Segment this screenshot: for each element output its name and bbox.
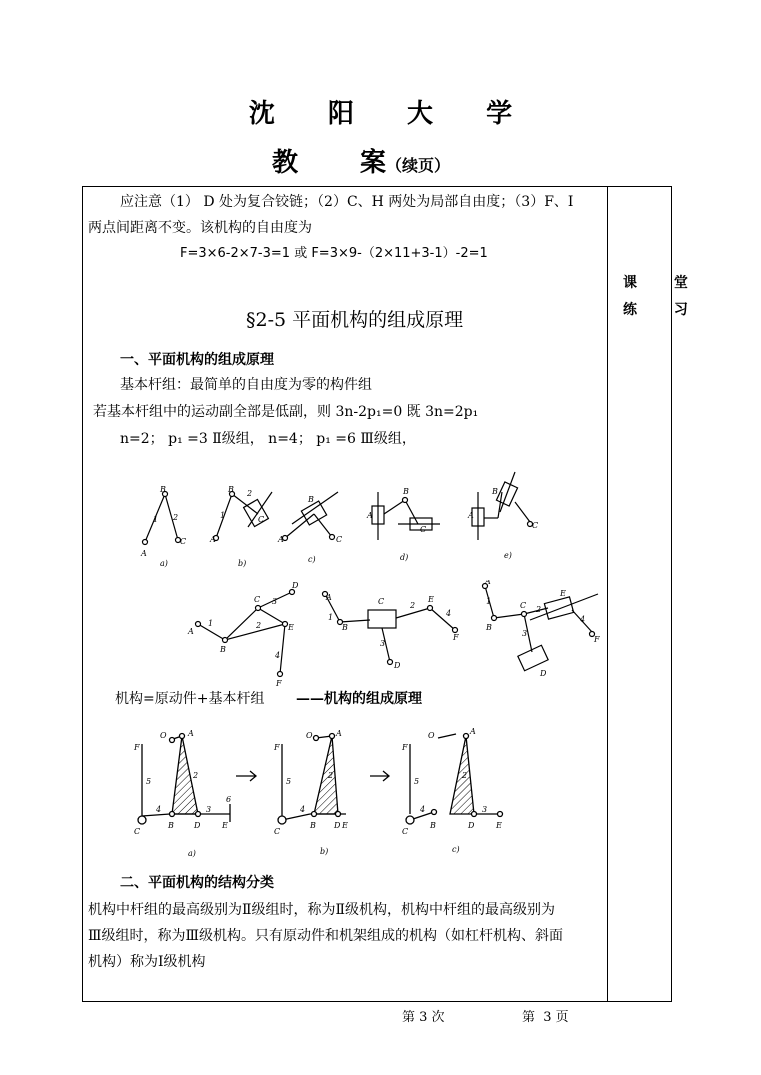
svg-text:E: E: [288, 623, 294, 632]
svg-text:1: 1: [220, 511, 226, 520]
svg-text:B: B: [308, 495, 314, 504]
figure-caption: a): [188, 849, 196, 858]
svg-text:2: 2: [536, 605, 542, 614]
class-iii-groups-figure: [180, 580, 600, 690]
svg-text:E: E: [342, 821, 348, 830]
heading-1: 一、平面机构的组成原理: [120, 352, 274, 368]
mechanism-decomposition-figure: [120, 716, 520, 866]
svg-text:A: A: [188, 627, 194, 636]
svg-text:B: B: [486, 623, 492, 632]
svg-text:B: B: [430, 821, 436, 830]
sidebar-label-1: 课 堂: [623, 275, 704, 291]
svg-text:4: 4: [420, 805, 426, 814]
svg-text:2: 2: [193, 771, 199, 780]
svg-text:A: A: [326, 593, 332, 602]
svg-text:A: A: [210, 535, 216, 544]
svg-text:C: C: [274, 827, 281, 836]
paragraph-low-pair: 若基本杆组中的运动副全部是低副，则 3n-2p₁=0 既 3n=2p₁: [93, 404, 479, 420]
svg-text:D: D: [292, 581, 299, 590]
svg-text:3: 3: [482, 805, 488, 814]
svg-text:C: C: [134, 827, 141, 836]
svg-text:C: C: [336, 535, 343, 544]
lesson-number: 第 3 次: [402, 1010, 445, 1025]
svg-text:A: A: [336, 729, 342, 738]
svg-text:F: F: [134, 743, 140, 752]
svg-text:4: 4: [580, 615, 586, 624]
dof-formula: F=3×6-2×7-3=1 或 F=3×9-（2×11+3-1）-2=1: [180, 246, 488, 261]
svg-text:C: C: [420, 525, 427, 534]
svg-text:D: D: [194, 821, 201, 830]
figure-caption: b): [320, 847, 329, 856]
svg-text:D: D: [334, 821, 341, 830]
sidebar-label-2: 练 习: [623, 302, 704, 318]
heading-2: 二、平面机构的结构分类: [120, 875, 274, 891]
page-number: 第 3 页: [522, 1010, 569, 1025]
paragraph-classification-line2: Ⅲ级组时，称为Ⅲ级机构。只有原动件和机架组成的机构（如杠杆机构、斜面: [88, 928, 563, 944]
svg-text:B: B: [342, 623, 348, 632]
svg-text:3: 3: [272, 597, 278, 606]
svg-text:B: B: [228, 485, 234, 494]
svg-text:B: B: [403, 487, 409, 496]
figure-caption: e): [504, 551, 512, 560]
svg-text:3: 3: [206, 805, 212, 814]
svg-text:2: 2: [410, 601, 416, 610]
figure-caption: b): [238, 559, 247, 568]
subtitle-char-a: 教: [272, 148, 299, 178]
svg-text:C: C: [378, 597, 385, 606]
svg-text:6: 6: [226, 795, 232, 804]
svg-text:5: 5: [146, 777, 152, 786]
svg-text:1: 1: [486, 597, 492, 606]
title-char: 学: [486, 99, 513, 129]
svg-text:C: C: [520, 601, 527, 610]
column-divider: [607, 186, 608, 1002]
svg-text:2: 2: [247, 489, 253, 498]
composition-principle-label: ——机构的组成原理: [296, 691, 422, 707]
svg-text:B: B: [310, 821, 316, 830]
svg-text:C: C: [258, 515, 265, 524]
svg-text:5: 5: [414, 777, 420, 786]
figure-caption: c): [308, 555, 316, 564]
svg-text:2: 2: [328, 771, 334, 780]
svg-text:A: A: [278, 535, 284, 544]
svg-text:F: F: [594, 635, 600, 644]
document-subtitle: [272, 142, 450, 179]
svg-text:F: F: [453, 633, 459, 642]
svg-text:B: B: [220, 645, 226, 654]
title-char: 大: [407, 99, 434, 129]
class-ii-groups-figure: [120, 462, 545, 570]
paragraph-classification-line1: 机构中杆组的最高级别为Ⅱ级组时，称为Ⅱ级机构，机构中杆组的最高级别为: [88, 902, 556, 918]
svg-text:F: F: [402, 743, 408, 752]
svg-text:C: C: [180, 537, 187, 546]
svg-text:A: A: [468, 511, 474, 520]
svg-text:O: O: [428, 731, 435, 740]
paragraph-note-line2: 两点间距离不变。该机构的自由度为: [88, 220, 312, 236]
svg-text:A: A: [485, 580, 491, 586]
svg-text:F: F: [276, 679, 282, 688]
svg-text:E: E: [222, 821, 228, 830]
svg-text:3: 3: [380, 639, 386, 648]
composition-formula: 机构=原动件+基本杆组: [115, 691, 265, 707]
svg-text:B: B: [168, 821, 174, 830]
svg-text:2: 2: [173, 513, 179, 522]
svg-text:1: 1: [153, 515, 159, 524]
svg-text:4: 4: [156, 805, 162, 814]
paragraph-basic-group: 基本杆组：最简单的自由度为零的构件组: [120, 377, 372, 393]
subtitle-note: （续页）: [386, 156, 451, 175]
svg-text:B: B: [160, 485, 166, 494]
paragraph-classification-line3: 机构）称为Ⅰ级机构: [88, 954, 206, 970]
section-title: §2-5 平面机构的组成原理: [246, 309, 464, 331]
svg-text:D: D: [540, 669, 547, 678]
university-title: [0, 93, 761, 130]
svg-text:O: O: [306, 731, 313, 740]
svg-text:E: E: [428, 595, 434, 604]
svg-text:C: C: [532, 521, 539, 530]
figure-caption: c): [452, 845, 460, 854]
svg-text:C: C: [254, 595, 261, 604]
svg-text:5: 5: [286, 777, 292, 786]
svg-text:2: 2: [462, 771, 468, 780]
svg-text:B: B: [492, 487, 498, 496]
svg-text:1: 1: [208, 619, 214, 628]
svg-text:D: D: [394, 661, 401, 670]
svg-text:E: E: [560, 589, 566, 598]
paragraph-note-line1: 应注意（1） D 处为复合铰链；（2）C、H 两处为局部自由度；（3）F、I: [120, 194, 574, 210]
title-char: 阳: [327, 99, 354, 129]
svg-text:A: A: [470, 727, 476, 736]
svg-text:A: A: [141, 549, 147, 558]
svg-text:3: 3: [522, 629, 528, 638]
figure-caption: d): [400, 553, 409, 562]
svg-text:E: E: [496, 821, 502, 830]
svg-text:D: D: [468, 821, 475, 830]
svg-text:A: A: [367, 511, 373, 520]
subtitle-char-b: 案: [360, 148, 387, 178]
svg-text:4: 4: [446, 609, 452, 618]
svg-text:A: A: [188, 729, 194, 738]
svg-text:O: O: [160, 731, 167, 740]
svg-text:4: 4: [300, 805, 306, 814]
svg-text:C: C: [402, 827, 409, 836]
svg-text:4: 4: [275, 651, 281, 660]
svg-text:1: 1: [328, 613, 334, 622]
svg-text:2: 2: [256, 621, 262, 630]
svg-text:F: F: [274, 743, 280, 752]
paragraph-group-classes: n=2； p₁ =3 Ⅱ级组， n=4； p₁ =6 Ⅲ级组，: [120, 431, 416, 447]
title-char: 沈: [248, 99, 275, 129]
figure-caption: a): [160, 559, 168, 568]
